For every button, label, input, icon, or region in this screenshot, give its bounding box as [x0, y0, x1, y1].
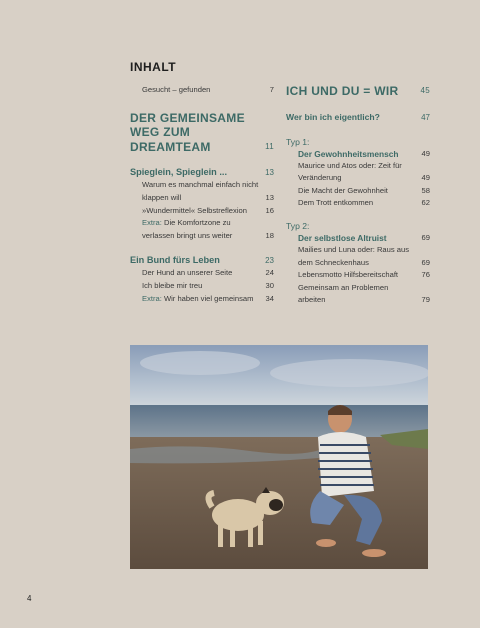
toc-page-number: 16 — [265, 205, 274, 215]
toc-entry: Ich bleibe mir treu 30 — [130, 280, 274, 293]
toc-entry: Dem Trott entkommen 62 — [286, 197, 430, 210]
toc-page-number: 62 — [421, 198, 430, 208]
toc-page-number: 58 — [421, 185, 430, 195]
toc-page-number: 11 — [265, 141, 274, 151]
toc-entry: Gesucht – gefunden 7 — [130, 84, 274, 97]
toc-entry: »Wundermittel« Selbstreflexion 16 — [130, 205, 274, 218]
toc-entry: Der Hund an unserer Seite 24 — [130, 267, 274, 280]
type-label: Typ 1: — [286, 136, 310, 147]
toc-page-number: 69 — [421, 257, 430, 267]
toc-entry: Gemeinsam an Problemen arbeiten 79 — [286, 282, 430, 307]
toc-section-title: Spieglein, Spieglein ... 13 — [130, 167, 274, 178]
sea — [130, 405, 428, 439]
extra-label: Extra: — [142, 293, 162, 303]
toc-page-number: 49 — [421, 173, 430, 183]
beach-photo — [130, 345, 428, 569]
toc-type-title: Der Gewohnheitsmensch 49 — [298, 148, 430, 159]
extra-label: Extra: — [142, 218, 162, 228]
toc-entry: Die Macht der Gewohnheit 58 — [286, 185, 430, 198]
toc-section-title: Wer bin ich eigentlich? 47 — [286, 111, 430, 122]
toc-chapter-title: DER GEMEINSAME WEG ZUM DREAMTEAM 11 — [130, 110, 274, 154]
type-label: Typ 2: — [286, 220, 310, 231]
toc-section-title: Ein Bund fürs Leben 23 — [130, 255, 274, 266]
toc-page-number: 23 — [265, 256, 274, 266]
toc-entry: Warum es manchmal einfach nicht klappen will 13 — [130, 179, 274, 204]
toc-page-number: 45 — [420, 86, 430, 95]
cloud — [140, 351, 260, 375]
toc-page-number: 76 — [421, 270, 430, 280]
toc-page-number: 13 — [265, 168, 274, 178]
cloud — [270, 359, 428, 387]
toc-entry: Extra: Wir haben viel gemeinsam 34 — [130, 293, 274, 306]
toc-page-number: 49 — [421, 148, 430, 158]
toc-column-right — [286, 84, 430, 307]
toc-page-number: 79 — [421, 295, 430, 305]
toc-page-number: 13 — [265, 192, 274, 202]
toc-type-title: Der selbstlose Altruist 69 — [298, 232, 430, 243]
toc-heading: INHALT — [130, 60, 177, 74]
toc-page-number: 47 — [421, 112, 430, 122]
toc-entry: Mailies und Luna oder: Raus aus dem Schneckenhaus 69 — [286, 244, 430, 269]
toc-page-number: 69 — [421, 232, 430, 242]
toc-page-number: 34 — [265, 293, 274, 303]
toc-column-left — [130, 84, 274, 305]
toc-entry: Lebensmotto Hilfsbereitschaft 76 — [286, 269, 430, 282]
toc-entry: Maurice und Atos oder: Zeit für Veränderung 49 — [286, 160, 430, 185]
toc-page-number: 7 — [269, 85, 274, 94]
toc-entry: Extra: Die Komfortzone zu verlassen bringt uns weiter 18 — [130, 217, 274, 242]
toc-page-number: 30 — [265, 280, 274, 290]
photo-illustration — [130, 345, 428, 569]
toc-chapter-title: ICH UND DU = WIR 45 — [286, 84, 430, 98]
toc-page-number: 24 — [265, 268, 274, 278]
toc-page-number: 18 — [265, 230, 274, 240]
page-number: 4 — [27, 594, 32, 603]
